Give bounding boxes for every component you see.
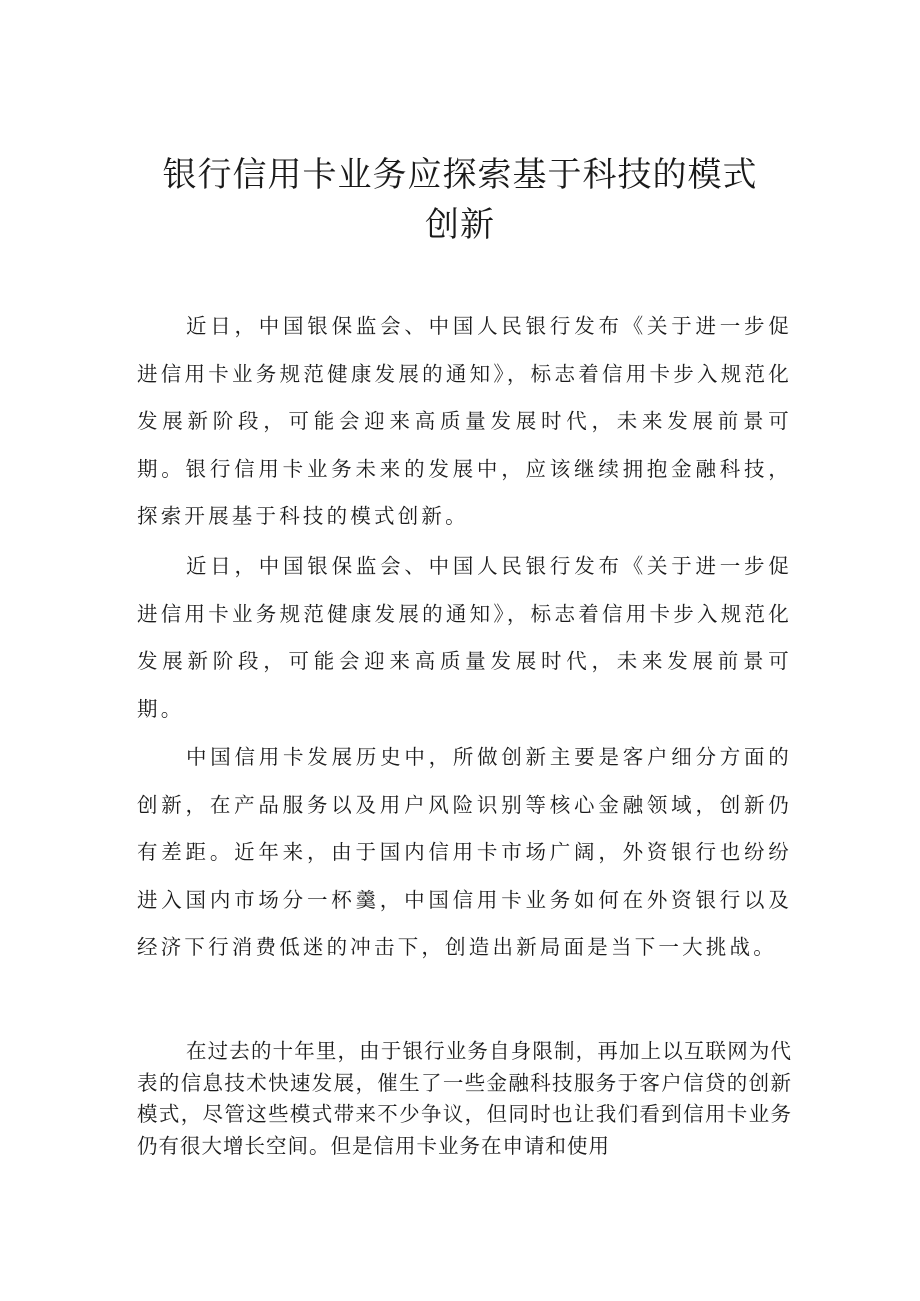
document-title: 银行信用卡业务应探索基于科技的模式创新 [162, 155, 758, 245]
body-paragraph-2: 近日，中国银保监会、中国人民银行发布《关于进一步促进信用卡业务规范健康发展的通知》，标志着信用卡步入规范化发展新阶段，可能会迎来高质量发展时代，未来发展前景可期。 [137, 554, 792, 721]
body-paragraph-4: 在过去的十年里，由于银行业务自身限制，再加上以互联网为代表的信息技术快速发展，催生了一些金融科技服务于客户信贷的创新模式，尽管这些模式带来不少争议，但同时也让我们看到信用卡业务仍有很大增长空间。但是信用卡业务在申请和使用 [137, 1039, 792, 1158]
body-paragraph-1: 近日，中国银保监会、中国人民银行发布《关于进一步促进信用卡业务规范健康发展的通知》，标志着信用卡步入规范化发展新阶段，可能会迎来高质量发展时代，未来发展前景可期。银行信用卡业务未来的发展中，应该继续拥抱金融科技，探索开展基于科技的模式创新。 [137, 314, 792, 529]
body-paragraph-3: 中国信用卡发展历史中，所做创新主要是客户细分方面的创新，在产品服务以及用户风险识别等核心金融领域，创新仍有差距。近年来，由于国内信用卡市场广阔，外资银行也纷纷进入国内市场分一杯羹，中国信用卡业务如何在外资银行以及经济下行消费低迷的冲击下，创造出新局面是当下一大挑战。 [137, 745, 792, 960]
